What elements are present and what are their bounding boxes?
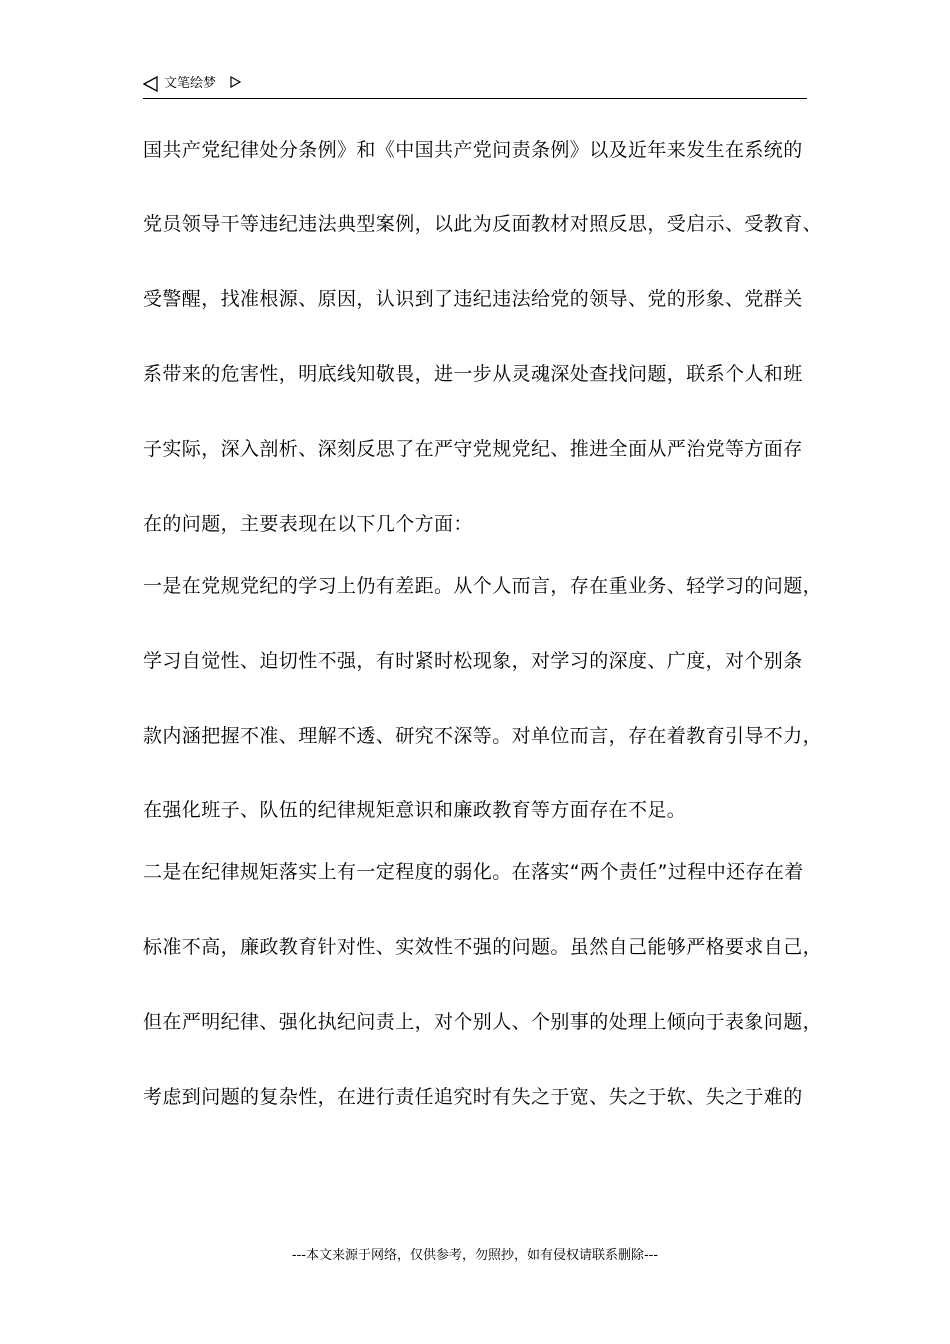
text-line: 受警醒，找准根源、原因，认识到了违纪违法给党的领导、党的形象、党群关 <box>143 288 803 310</box>
text-line: 子实际，深入剖析、深刻反思了在严守党规党纪、推进全面从严治党等方面存 <box>143 438 803 460</box>
page-footer: ---本文来源于网络，仅供参考，勿照抄，如有侵权请联系删除--- <box>291 1248 659 1263</box>
text-line: 在强化班子、队伍的纪律规矩意识和廉政教育等方面存在不足。 <box>143 799 687 821</box>
text-line: 系带来的危害性，明底线知敬畏，进一步从灵魂深处查找问题，联系个人和班 <box>143 363 803 385</box>
text-line: 党员领导干等违纪违法典型案例，以此为反面教材对照反思，受启示、受教育、 <box>143 213 823 235</box>
text-line: 学习自觉性、迫切性不强，有时紧时松现象，对学习的深度、广度，对个别条 <box>143 650 803 672</box>
page-header <box>143 72 807 99</box>
text-line: 款内涵把握不准、理解不透、研究不深等。对单位而言，存在着教育引导不力， <box>143 725 823 747</box>
text-line: 在的问题，主要表现在以下几个方面： <box>143 513 473 535</box>
text-line: 二是在纪律规矩落实上有一定程度的弱化。在落实“两个责任”过程中还存在着 <box>143 861 804 883</box>
text-line: 一是在党规党纪的学习上仍有差距。从个人而言，存在重业务、轻学习的问题， <box>143 575 823 597</box>
text-line: 考虑到问题的复杂性，在进行责任追究时有失之于宽、失之于软、失之于难的 <box>143 1086 803 1108</box>
text-line: 标准不高，廉政教育针对性、实效性不强的问题。虽然自己能够严格要求自己， <box>143 936 823 958</box>
triangle-right-icon <box>229 76 241 88</box>
text-line: 国共产党纪律处分条例》和《中国共产党问责条例》以及近年来发生在系统的 <box>143 139 803 161</box>
triangle-left-icon <box>143 76 159 92</box>
text-line: 但在严明纪律、强化执纪问责上，对个别人、个别事的处理上倾向于表象问题， <box>143 1011 823 1033</box>
header-title: 文笔绘梦 <box>164 76 217 91</box>
